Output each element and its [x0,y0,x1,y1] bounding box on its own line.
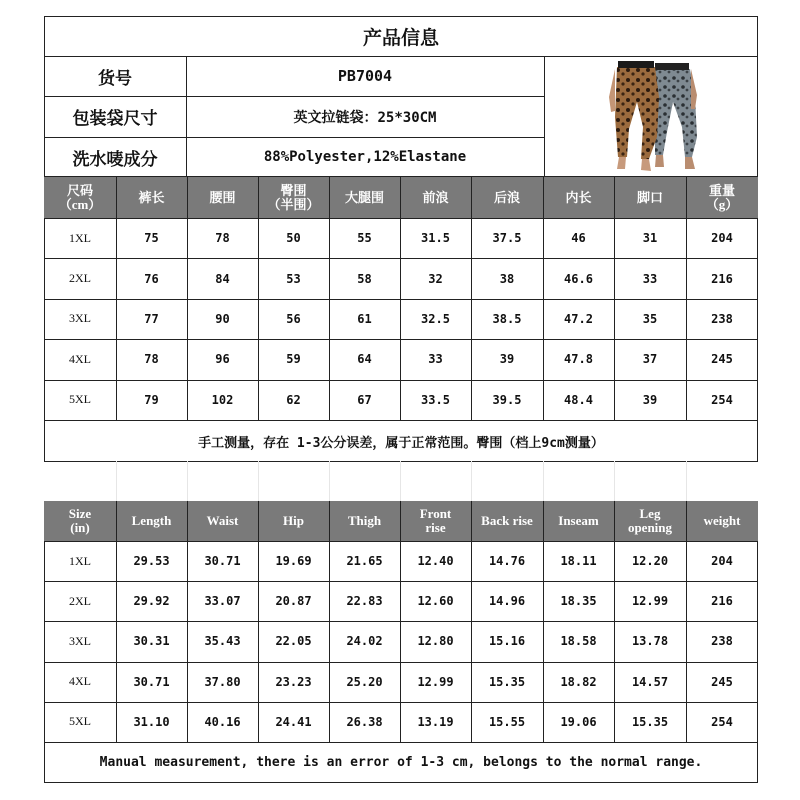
cm_table-header-0: 尺码 （cm） [44,177,116,218]
in_table-row-3-cell-9: 245 [711,674,733,689]
cm_table-row-2-cell-3: 56 [286,311,301,326]
cm_table-row-1-cell-0: 2XL [69,271,91,286]
in_table-row-4-cell-1: 31.10 [133,714,170,729]
cm_table-row-3-cell-2: 96 [215,352,230,367]
in_table-header-0: Size (in) [44,501,116,541]
in_table-row-3-cell-5: 12.99 [417,674,454,689]
in_table-row-0-cell-7: 18.11 [560,554,597,569]
cm_table-row-1-cell-3: 53 [286,271,301,286]
cm_table-row-1-cell-5: 32 [428,271,443,286]
in_table-row-2-cell-5: 12.80 [417,634,454,649]
in_table-row-4-cell-3: 24.41 [275,714,312,729]
cm_table-row-1-cell-6: 38 [499,271,515,286]
in_table-row-3-cell-6: 15.35 [488,674,526,689]
row-divider [44,581,758,582]
in_table-row-2-cell-9: 238 [711,634,733,649]
leggings-photo-icon [545,57,757,176]
in_table-header-5: Front rise [400,501,471,541]
in_table-row-0-cell-6: 14.76 [488,554,526,569]
in_table-row-1-cell-5: 12.60 [417,594,454,609]
in_table-row-2-cell-3: 22.05 [275,634,312,649]
cm_table-row-3-cell-0: 4XL [69,351,91,366]
in_table-row-4-cell-6: 15.55 [488,714,526,729]
cm_table-row-2-cell-4: 61 [357,311,372,326]
in_table-header-8: Leg opening [614,501,686,541]
col-divider [329,177,330,420]
in_table-row-4-cell-2: 40.16 [204,714,241,729]
row-divider [44,541,758,542]
in_table-row-2-cell-2: 35.43 [204,634,241,649]
in_table-row-3-cell-4: 25.20 [346,674,383,689]
cm_table-row-2-cell-8: 35 [642,311,658,326]
cm_table-header-4: 大腿围 [329,177,400,218]
in_table-header-3: Hip [258,501,329,541]
cm_table-row-2-cell-6: 38.5 [492,311,522,326]
cm_table-row-4-cell-0: 5XL [69,392,91,407]
in_table-header-6: Back rise [471,501,543,541]
in_table-row-0-cell-1: 29.53 [133,554,170,569]
col-divider [116,177,117,420]
cm_table-row-2-cell-1: 77 [144,311,159,326]
col-divider [258,177,259,420]
in_table-row-1-cell-6: 14.96 [488,594,526,609]
row-divider [44,380,758,381]
in_table-row-2-cell-8: 13.78 [631,634,669,649]
cm_table-row-4-cell-5: 33.5 [421,392,450,407]
in_table-row-2-cell-0: 3XL [69,633,91,648]
cm_table-row-2-cell-7: 47.2 [564,311,593,326]
row-divider [44,299,758,300]
cm_table-row-4-cell-3: 62 [286,392,301,407]
cm_table-row-3-cell-3: 59 [286,352,301,367]
cm_table-note: 手工测量，存在 1-3公分误差，属于正常范围。臀围（档上9cm测量） [198,435,604,451]
row-divider [44,339,758,340]
cm_table-row-2-cell-2: 90 [215,311,230,326]
bag-size-value: 英文拉链袋：25*30CM [293,109,437,126]
in_table-row-4-cell-8: 15.35 [631,714,669,729]
in_table-row-0-cell-0: 1XL [69,553,91,568]
in_table-row-2-cell-6: 15.16 [488,634,526,649]
col-divider [187,177,188,420]
cm_table-row-0-cell-5: 31.5 [421,231,450,246]
cm_table-row-0-cell-0: 1XL [69,230,91,245]
col-divider [686,501,687,742]
in_table-row-1-cell-4: 22.83 [346,594,383,609]
col-divider [686,177,687,420]
in_table-row-1-cell-3: 20.87 [275,594,312,609]
col-divider [329,501,330,742]
col-divider [614,501,615,742]
cm_table-row-4-cell-7: 48.4 [564,392,593,407]
fabric-label: 洗水唛成分 [72,149,158,170]
cm_table-row-4-cell-4: 67 [357,392,372,407]
in_table-header-4: Thigh [329,501,400,541]
fabric-value: 88%Polyester,12%Elastane [263,149,467,165]
col-divider [258,501,259,742]
in_table-row-3-cell-2: 37.80 [204,674,241,689]
cm_table-row-3-cell-6: 39 [499,352,515,367]
cm_table-row-2-cell-0: 3XL [69,311,91,326]
cm_table-row-4-cell-8: 39 [642,392,658,407]
in_table-row-0-cell-2: 30.71 [204,554,241,569]
info-title: 产品信息 [362,27,439,49]
in_table-row-3-cell-1: 30.71 [133,674,170,689]
in_table-row-1-cell-9: 216 [711,594,733,609]
cm_table-row-3-cell-5: 33 [428,352,443,367]
cm_table-row-3-cell-1: 78 [144,352,159,367]
row-divider [44,258,758,259]
in_table-header-2: Waist [187,501,258,541]
cm_table-row-3-cell-7: 47.8 [564,352,593,367]
col-divider [614,177,615,420]
row-divider [44,621,758,622]
col-divider [543,501,544,742]
cm_table-row-4-cell-9: 254 [711,392,733,407]
in_table-row-1-cell-8: 12.99 [631,594,669,609]
in_table-row-2-cell-7: 18.58 [560,634,597,649]
cm_table-row-1-cell-8: 33 [642,271,658,286]
cm_table-row-4-cell-6: 39.5 [492,392,522,407]
cm_table-row-1-cell-7: 46.6 [564,271,593,286]
in_table-row-3-cell-3: 23.23 [275,674,312,689]
cm_table-row-1-cell-9: 216 [711,271,733,286]
col-divider [116,501,117,742]
in_table-row-4-cell-7: 19.06 [560,714,597,729]
cm_table-header-8: 脚口 [614,177,686,218]
in_table-row-1-cell-7: 18.35 [560,594,597,609]
cm_table-header-7: 内长 [543,177,614,218]
cm_table-row-3-cell-9: 245 [711,352,733,367]
cm_table-header-6: 后浪 [471,177,543,218]
in_table-row-3-cell-0: 4XL [69,674,91,689]
in_table-row-4-cell-0: 5XL [69,714,91,729]
cm_table-header-2: 腰围 [187,177,258,218]
row-divider [44,662,758,663]
cm_table-row-3-cell-4: 64 [357,352,372,367]
in_table-row-0-cell-8: 12.20 [631,554,669,569]
cm_table-row-1-cell-2: 84 [215,271,230,286]
in_table-row-3-cell-7: 18.82 [560,674,597,689]
col-divider [471,501,472,742]
cm_table-row-0-cell-2: 78 [215,231,230,246]
cm_table-row-2-cell-5: 32.5 [421,311,450,326]
in_table-row-1-cell-2: 33.07 [204,594,241,609]
in_table-row-2-cell-4: 24.02 [346,634,383,649]
in_table-row-2-cell-1: 30.31 [133,634,170,649]
in_table-row-0-cell-4: 21.65 [346,554,383,569]
item-number-value: PB7004 [337,67,393,85]
cm_table-row-0-cell-7: 46 [571,231,586,246]
cm_table-header-5: 前浪 [400,177,471,218]
cm_table-row-0-cell-6: 37.5 [492,231,522,246]
in_table-header-9: weight [686,501,758,541]
bag-size-label: 包装袋尺寸 [72,109,158,129]
cm_table-row-3-cell-8: 37 [642,352,658,367]
in_table-row-3-cell-8: 14.57 [631,674,669,689]
cm_table-header-1: 裤长 [116,177,187,218]
in_table-row-4-cell-4: 26.38 [346,714,383,729]
in_table-row-0-cell-5: 12.40 [417,554,454,569]
cm_table-header-9: 重量 （g） [686,177,758,218]
in_table-row-0-cell-9: 204 [711,554,733,569]
cm_table-row-4-cell-1: 79 [144,392,159,407]
in_table-row-1-cell-1: 29.92 [133,594,170,609]
in_table-row-4-cell-9: 254 [711,714,733,729]
cm_table-row-0-cell-1: 75 [144,231,159,246]
cm_table-row-0-cell-8: 31 [642,231,658,246]
in_table-row-1-cell-0: 2XL [69,593,91,608]
in_table-row-0-cell-3: 19.69 [275,554,312,569]
row-divider [44,218,758,219]
cm_table-row-2-cell-9: 238 [711,311,733,326]
cm_table-row-0-cell-3: 50 [286,231,301,246]
cm_table-row-4-cell-2: 102 [211,392,234,407]
cm_table-row-0-cell-9: 204 [711,231,733,246]
cm_table-row-0-cell-4: 55 [357,231,372,246]
item-number-label: 货号 [98,68,132,89]
in_table-row-4-cell-5: 13.19 [417,714,454,729]
in_table-header-1: Length [116,501,187,541]
col-divider [543,177,544,420]
cm_table-row-1-cell-1: 76 [144,271,159,286]
in_table-header-7: Inseam [543,501,614,541]
col-divider [187,501,188,742]
col-divider [400,501,401,742]
col-divider [400,177,401,420]
row-divider [44,702,758,703]
col-divider [471,177,472,420]
in_table-note: Manual measurement, there is an error of 1-3 cm, belongs to the normal range. [99,755,703,770]
cm_table-header-3: 臀围 （半围） [258,177,329,218]
cm_table-row-1-cell-4: 58 [357,271,372,286]
